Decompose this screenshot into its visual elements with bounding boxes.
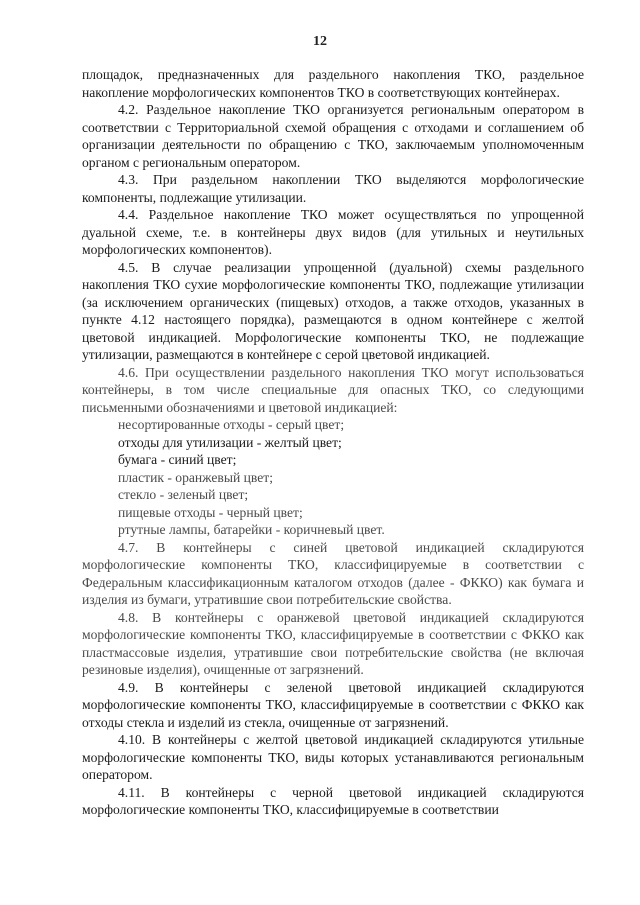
list-item: пластик - оранжевый цвет;	[118, 469, 274, 485]
color-indication-list	[82, 416, 584, 539]
list-item: несортированные отходы - серый цвет;	[118, 417, 345, 432]
paragraph-4-4: 4.4. Раздельное накопление ТКО может осуществляться по упрощенной дуальной схеме, т.е. в контейнеры двух видов (для утильных и неутильных морфологических компонентов).	[82, 207, 584, 257]
paragraph-4-10: 4.10. В контейнеры с желтой цветовой индикацией складируются утильные морфологические компоненты ТКО, виды которых устанавливаются региональным оператором.	[82, 732, 584, 782]
paragraph-4-6: 4.6. При осуществлении раздельного накопления ТКО могут использоваться контейнеры, в том числе специальные для опасных ТКО, со следующими письменными обозначениями и цветовой индикацией:	[82, 364, 584, 415]
paragraph-4-8: 4.8. В контейнеры с оранжевой цветовой индикацией складируются морфологические компоненты ТКО, классифицируемые в соответствии с ФККО как пластмассовые изделия, утратившие свои потребительские свойства (не включая резиновые изделия), очищенные от загрязнений.	[82, 609, 584, 677]
list-item: бумага - синий цвет;	[118, 452, 237, 467]
list-item: ртутные лампы, батарейки - коричневый цвет.	[118, 522, 385, 537]
paragraph-4-2: 4.2. Раздельное накопление ТКО организуется региональным оператором в соответствии с Территориальной схемой обращения с отходами и соглашением об организации деятельности по обращению с ТКО, заключаемым уполномоченным органом с региональным оператором.	[82, 102, 584, 170]
paragraph-4-11: 4.11. В контейнеры с черной цветовой индикацией складируются морфологические компоненты ТКО, классифицируемые в соответствии	[82, 784, 584, 817]
paragraph-continuation: площадок, предназначенных для раздельного накопления ТКО, раздельное накопление морфологических компонентов ТКО в соответствующих контейнерах.	[82, 67, 584, 100]
page-number: 12	[313, 34, 327, 49]
paragraph-4-3: 4.3. При раздельном накоплении ТКО выделяются морфологические компоненты, подлежащие утилизации.	[82, 172, 584, 205]
paragraph-4-9: 4.9. В контейнеры с зеленой цветовой индикацией складируются морфологические компоненты ТКО, классифицируемые в соответствии с ФККО как отходы стекла и изделий из стекла, очищенные от загрязнений.	[82, 679, 584, 730]
list-item: пищевые отходы - черный цвет;	[118, 504, 303, 520]
list-item: отходы для утилизации - желтый цвет;	[118, 434, 342, 450]
paragraph-4-7: 4.7. В контейнеры с синей цветовой индикацией складируются морфологические компоненты ТКО, классифицируемые в соответствии с Федеральным классификационным каталогом отходов (далее - ФККО) как бумага и изделия из бумаги, утратившие свои потребительские свойства.	[82, 539, 584, 607]
document-body	[82, 66, 584, 819]
list-item: стекло - зеленый цвет;	[118, 487, 249, 502]
paragraph-4-5: 4.5. В случае реализации упрощенной (дуальной) схемы раздельного накопления ТКО сухие морфологические компоненты ТКО, подлежащие утилизации (за исключением органических (пищевых) отходов, а также отходов, указанных в пункте 4.12 настоящего порядка), размещаются в одном контейнере с желтой цветовой индикацией. Морфологические компоненты ТКО, не подлежащие утилизации, размещаются в контейнере с серой цветовой индикацией.	[82, 259, 584, 362]
